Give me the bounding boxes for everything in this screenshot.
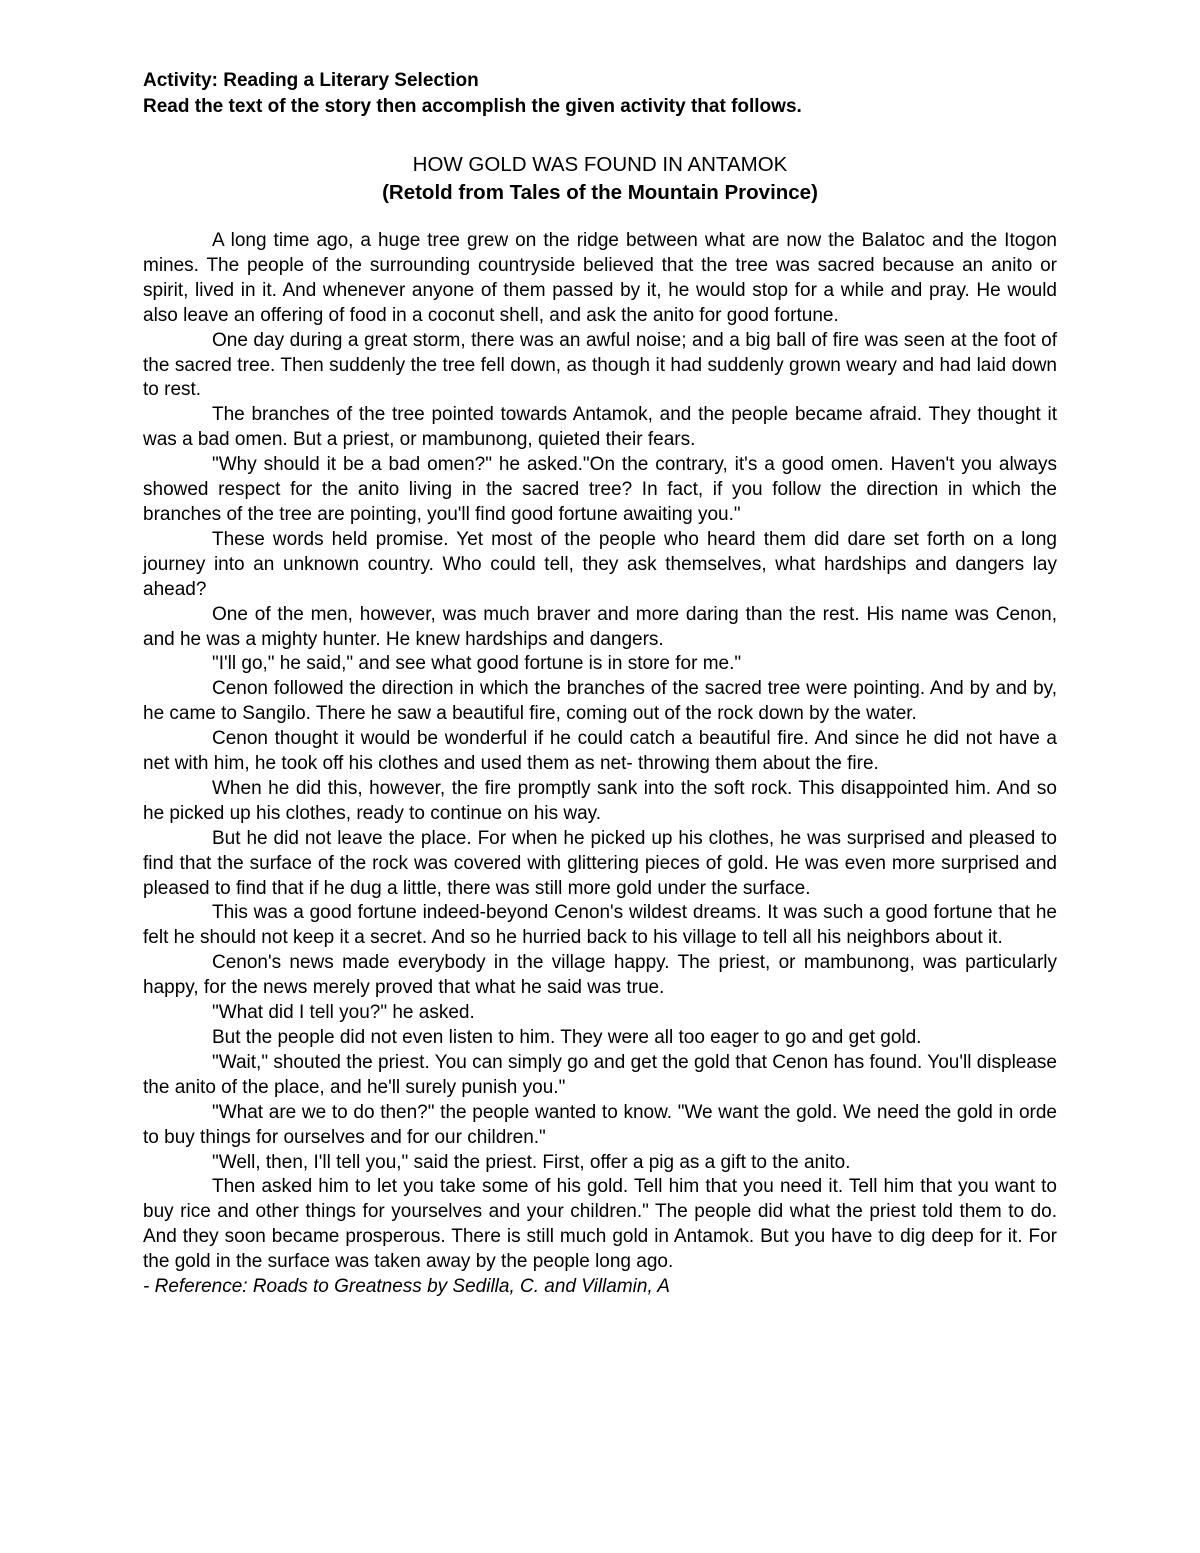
story-paragraph: One day during a great storm, there was an awful noise; and a big ball of fire was seen at the foot of the sacred tree. Then suddenly the tree fell down, as though it had suddenly grown weary and had laid down to rest. xyxy=(143,329,1057,401)
story-paragraph: "What are we to do then?" the people wanted to know. "We want the gold. We need the gold in orde to buy things for ourselves and for our children." xyxy=(143,1101,1057,1148)
story-title: HOW GOLD WAS FOUND IN ANTAMOK xyxy=(412,153,788,176)
story-subtitle: (Retold from Tales of the Mountain Province) xyxy=(382,181,818,204)
story-paragraph: "What did I tell you?" he asked. xyxy=(212,1002,475,1024)
story-paragraph: A long time ago, a huge tree grew on the ridge between what are now the Balatoc and the Itogon mines. The people of the surrounding countryside believed that the tree was sacred because an anito or spirit, lived in it. And whenever anyone of them passed by it, he would stop for a while and pray. He would also leave an offering of food in a coconut shell, and ask the anito for good fortune. xyxy=(143,230,1057,326)
story-paragraph: Cenon's news made everybody in the village happy. The priest, or mambunong, was particularly happy, for the news merely proved that what he said was true. xyxy=(143,952,1057,999)
activity-instructions: Read the text of the story then accomplish the given activity that follows. xyxy=(143,96,802,117)
story-paragraph: Cenon followed the direction in which the branches of the sacred tree were pointing. And by and by, he came to Sangilo. There he saw a beautiful fire, coming out of the rock down by the water. xyxy=(143,678,1057,725)
story-paragraph: "I'll go," he said," and see what good fortune is in store for me." xyxy=(212,653,742,675)
reference-citation: - Reference: Roads to Greatness by Sedilla, C. and Villamin, A xyxy=(143,1276,670,1298)
story-paragraph: Then asked him to let you take some of his gold. Tell him that you need it. Tell him that you want to buy rice and other things for yourselves and your children." The people did what the priest told them to do. And they soon became prosperous. There is still much gold in Antamok. But you have to dig deep for it. For the gold in the surface was taken away by the people long ago. xyxy=(143,1176,1057,1273)
story-paragraph: "Wait," shouted the priest. You can simply go and get the gold that Cenon has found. You'll displease the anito of the place, and he'll surely punish you." xyxy=(143,1051,1057,1098)
story-paragraph: The branches of the tree pointed towards Antamok, and the people became afraid. They thought it was a bad omen. But a priest, or mambunong, quieted their fears. xyxy=(143,404,1057,451)
activity-title: Activity: Reading a Literary Selection xyxy=(143,70,479,91)
story-paragraph: But he did not leave the place. For when he picked up his clothes, he was surprised and pleased to find that the surface of the rock was covered with glittering pieces of gold. He was even more surprised and pleased to find that if he dug a little, there was still more gold under the surface. xyxy=(143,827,1057,899)
story-body xyxy=(143,229,1057,1275)
story-paragraph: When he did this, however, the fire promptly sank into the soft rock. This disappointed him. And so he picked up his clothes, ready to continue on his way. xyxy=(143,777,1057,824)
story-paragraph: This was a good fortune indeed-beyond Cenon's wildest dreams. It was such a good fortune that he felt he should not keep it a secret. And so he hurried back to his village to tell all his neighbors about it. xyxy=(143,902,1057,949)
story-paragraph: But the people did not even listen to him. They were all too eager to go and get gold. xyxy=(212,1027,922,1048)
story-paragraph: These words held promise. Yet most of the people who heard them did dare set forth on a long journey into an unknown country. Who could tell, they ask themselves, what hardships and dangers lay ahead? xyxy=(143,528,1057,600)
story-paragraph: "Well, then, I'll tell you," said the priest. First, offer a pig as a gift to the anito. xyxy=(212,1151,851,1173)
story-paragraph: One of the men, however, was much braver and more daring than the rest. His name was Cenon, and he was a mighty hunter. He knew hardships and dangers. xyxy=(143,603,1057,650)
story-paragraph: Cenon thought it would be wonderful if he could catch a beautiful fire. And since he did not have a net with him, he took off his clothes and used them as net- throwing them about the fire. xyxy=(143,728,1057,775)
story-paragraph: "Why should it be a bad omen?" he asked."On the contrary, it's a good omen. Haven't you always showed respect for the anito living in the sacred tree? In fact, if you follow the direction in which the branches of the tree are pointing, you'll find good fortune awaiting you." xyxy=(143,454,1057,525)
